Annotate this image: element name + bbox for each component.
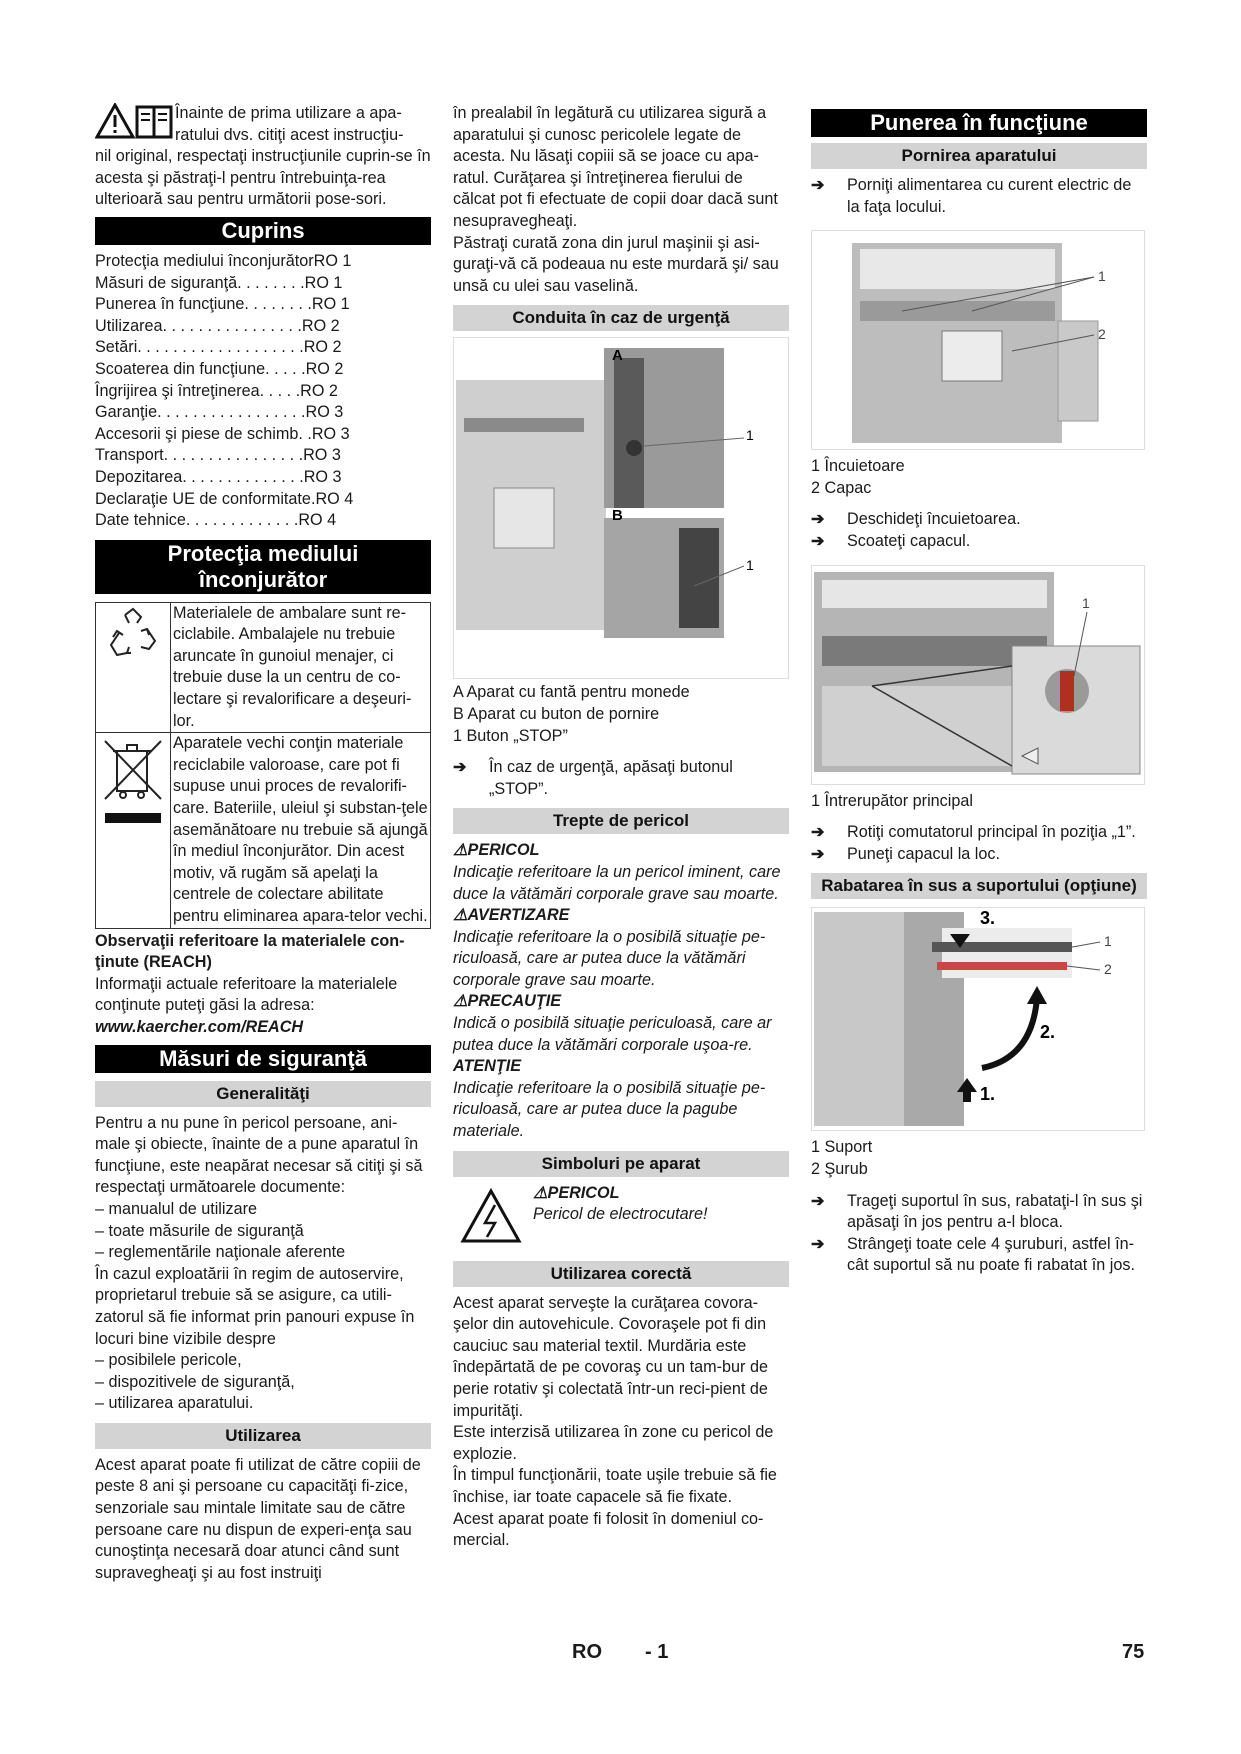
- toc-item-dots: . .: [298, 424, 312, 443]
- correct-use-p4: Acest aparat poate fi folosit în domeniul co-mercial.: [453, 1509, 764, 1550]
- footer-section: - 1: [645, 1641, 669, 1663]
- toc-item-label: Garanţie: [95, 403, 158, 422]
- fig-callout-1: 1: [1098, 268, 1106, 285]
- correct-use-p2: Este interzisă utilizarea în zone cu pericol de explozie.: [453, 1423, 774, 1463]
- warning-icon: ⚠: [453, 841, 468, 860]
- fold-title: Rabatarea în sus a suportului (opţiune): [811, 873, 1147, 899]
- fig2-caption: 1 Întrerupător principal: [811, 791, 973, 810]
- symbol-text: Pericol de electrocutare!: [533, 1205, 708, 1224]
- toc-item-page: RO 2: [301, 316, 340, 335]
- danger-text: Indicaţie referitoare la un pericol iminent, care duce la vătămări corporale grave sau moarte.: [453, 862, 781, 903]
- startup-figure-2: [811, 565, 1145, 785]
- caution-text: Indică o posibilă situaţie periculoasă, care ar putea duce la vătămări corporale uşoa-re.: [453, 1014, 772, 1054]
- startup-title: Punerea în funcţiune: [811, 109, 1147, 137]
- arrow-icon: ➔: [811, 1191, 825, 1210]
- startup-figure-3: [811, 907, 1145, 1131]
- safety-title: Măsuri de siguranţă: [95, 1045, 431, 1073]
- arrow-icon: ➔: [811, 510, 825, 529]
- toc-item-label: Scoaterea din funcţiune: [95, 359, 266, 378]
- fig-label-b: B: [612, 507, 623, 525]
- arrow-icon: ➔: [811, 531, 825, 550]
- env-table: [95, 602, 431, 929]
- doc-item: – reglementările naţionale aferente: [95, 1243, 346, 1262]
- arrow-icon: ➔: [811, 1234, 825, 1253]
- symbols-row: [453, 1183, 789, 1247]
- warning-manual-icon: [95, 103, 175, 139]
- toc-item-dots: . . . . . . . .: [237, 273, 305, 292]
- toc-item[interactable]: [95, 273, 431, 295]
- recycle-icon: [103, 607, 163, 663]
- fig3-step1: 1.: [980, 1084, 996, 1105]
- caption-a: A Aparat cu fantă pentru monede: [453, 683, 690, 702]
- fig3-callout-2: 2: [1104, 961, 1112, 978]
- warning-icon: ⚠: [453, 992, 468, 1011]
- doc-item: – toate măsurile de siguranţă: [95, 1221, 304, 1240]
- arrow-icon: ➔: [811, 844, 825, 863]
- correct-use-title: Utilizarea corectă: [453, 1261, 789, 1287]
- toc-item-label: Transport: [95, 446, 164, 465]
- fig1-caption: 1 Încuietoare: [811, 457, 905, 476]
- footer-page-number: 75: [1122, 1641, 1145, 1663]
- lock-cover-photo: [812, 231, 1144, 449]
- use-text-cont: în prealabil în legătură cu utilizarea sigură a aparatului şi cunosc pericolele legate de acesta. Nu lăsaţi copiii să se joace cu apa-ratul. Curăţarea şi întreţinerea fierului de călcat pot fi efectuate de copii doar dacă sunt nesupravegheaţi.: [453, 104, 778, 230]
- intro: [95, 103, 431, 211]
- toc-item-page: RO 2: [300, 381, 338, 400]
- electric-hazard-icon: [453, 1183, 533, 1247]
- clean-text: Păstraţi curată zona din jurul maşinii şi asi-guraţi-vă că podeaua nu este murdară şi/ sau unsă cu ulei sau vaselină.: [453, 233, 779, 295]
- correct-use-p1: Acest aparat serveşte la curăţarea covora-şelor din autovehicule. Covoraşele pot fi din cauciuc sau material textil. Murdăria este îndepărtată de pe covoraş cu un tam-bur de perie rotativ şi colectată într-un reci-pient de impurităţi.: [453, 1293, 768, 1420]
- toc-item-label: Îngrijirea şi întreţinerea: [95, 381, 260, 400]
- step-remove-cover: ➔ Scoateţi capacul.: [811, 531, 1147, 553]
- fig-callout-2: 2: [1098, 326, 1106, 343]
- toc-item-dots: . . . . . . . . . . . . . . . . . . .: [137, 338, 304, 357]
- toc-item-page: RO 2: [305, 359, 344, 378]
- symbol-label: ⚠PERICOL: [533, 1183, 620, 1202]
- toc-item-page: RO 1: [311, 295, 350, 314]
- toc-item[interactable]: [95, 424, 431, 446]
- fig3-callout-1: 1: [1104, 933, 1112, 950]
- toc-item[interactable]: [95, 251, 431, 273]
- toc-item-page: RO 3: [303, 446, 341, 465]
- toc-item-label: Declaraţie UE de conformitate: [95, 489, 311, 508]
- env-packaging-text: Materialele de ambalare sunt re-ciclabile. Ambalajele nu trebuie aruncate în gunoiul menajer, ci trebuie duse la un centru de co-lectare şi revalorificare a deşeuri-lor.: [171, 602, 431, 733]
- toc-item[interactable]: [95, 337, 431, 359]
- selfservice-item: – utilizarea aparatului.: [95, 1394, 254, 1413]
- attention-label: ATENŢIE: [453, 1057, 522, 1076]
- toc-item[interactable]: [95, 294, 431, 316]
- step-tighten-screws: ➔ Strângeţi toate cele 4 şuruburi, astfel în-cât suportul să nu poate fi rabatat în jos.: [811, 1234, 1147, 1277]
- toc-item[interactable]: [95, 445, 431, 467]
- fig1-caption: 2 Capac: [811, 478, 872, 497]
- emergency-figure: [453, 337, 789, 679]
- toc-item-dots: . . . . . . . . . . . . . . . .: [162, 316, 302, 335]
- arrow-icon: ➔: [811, 823, 825, 842]
- main-switch-photo: [812, 566, 1144, 784]
- reach-text: Informaţii actuale referitoare la materialele conţinute puteţi găsi la adresa:: [95, 974, 398, 1015]
- toc-item-page: RO 3: [311, 424, 350, 443]
- toc-item[interactable]: [95, 510, 431, 532]
- emergency-step: ➔ În caz de urgenţă, apăsaţi butonul „STOP”.: [453, 757, 789, 800]
- support-fold-photo: [812, 908, 1144, 1130]
- general-text: Pentru a nu pune în pericol persoane, ani-male şi obiecte, înainte de a pune aparatul în funcţiune, este neapărat necesar să citiţi şi să respectaţi următoarele documente:: [95, 1113, 423, 1197]
- fig2-callout: 1: [1082, 594, 1090, 611]
- toc-item-dots: . . . . . . . . . . . . . . . . .: [157, 403, 306, 422]
- toc-item-page: RO 1: [304, 273, 343, 292]
- use-text: Acest aparat poate fi utilizat de către copiii de peste 8 ani şi persoane cu capacităţi fi-zice, senzoriale sau mintale limitate sau de către persoane care nu dispun de experi-enţa sau cunoştinţa necesară doar atunci când sunt supravegheaţi şi au fost instruiţi: [95, 1455, 421, 1582]
- fig3-caption: 1 Suport: [811, 1138, 873, 1157]
- caption-b: B Aparat cu buton de pornire: [453, 704, 660, 723]
- warning-label: ⚠AVERTIZARE: [453, 906, 570, 925]
- toc-item[interactable]: [95, 359, 431, 381]
- correct-use-p3: În timpul funcţionării, toate uşile trebuie să fie închise, iar toate capacele să fie fixate.: [453, 1466, 777, 1506]
- fig3-step2: 2.: [1040, 1022, 1056, 1043]
- toc-item-page: RO 3: [305, 403, 344, 422]
- toc-item-dots: . . . . .: [265, 359, 306, 378]
- toc-item-page: RO 4: [298, 511, 337, 530]
- fig3-step3: 3.: [980, 908, 996, 929]
- step-replace-cover: ➔ Puneţi capacul la loc.: [811, 844, 1147, 866]
- toc-item-dots: .: [310, 489, 316, 508]
- step-pull-support: ➔ Trageţi suportul în sus, rabataţi-l în sus şi apăsaţi în jos pentru a-l bloca.: [811, 1191, 1147, 1234]
- emergency-photo: [454, 338, 788, 678]
- toc-item[interactable]: [95, 381, 431, 403]
- reach-title: Observaţii referitoare la materialele con-ţinute (REACH): [95, 931, 405, 972]
- attention-text: Indicaţie referitoare la o posibilă situaţie pe-riculoasă, care ar putea duce la pagube materiale.: [453, 1078, 766, 1141]
- doc-item: – manualul de utilizare: [95, 1199, 257, 1218]
- toc-list: [95, 251, 431, 532]
- env-title: Protecţia mediului înconjurător: [95, 540, 431, 594]
- toc-item[interactable]: [95, 402, 431, 424]
- intro-rest: nil original, respectaţi instrucţiunile cuprin-se în acesta şi păstraţi-l pentru întrebuinţa-rea ulterioară sau pentru următorii pose-sori.: [95, 147, 431, 209]
- fig-callout: 1: [746, 427, 754, 444]
- fig-label-a: A: [612, 347, 623, 365]
- toc-item[interactable]: [95, 467, 431, 489]
- reach-url[interactable]: www.kaercher.com/REACH: [95, 1017, 304, 1036]
- toc-item-label: Măsuri de siguranţă: [95, 273, 238, 292]
- toc-item-dots: . . . . . . . . . . . . . .: [182, 467, 304, 486]
- fig3-caption: 2 Şurub: [811, 1159, 868, 1178]
- toc-item-page: RO 3: [303, 467, 342, 486]
- use-title: Utilizarea: [95, 1423, 431, 1449]
- toc-item-label: Protecţia mediului înconjurător: [95, 251, 314, 270]
- intro-line2: ratului dvs. citiţi acest instrucţiu-: [175, 125, 404, 144]
- toc-item-label: Punerea în funcţiune: [95, 295, 245, 314]
- toc-item-label: Utilizarea: [95, 316, 163, 335]
- arrow-icon: ➔: [453, 758, 467, 777]
- intro-line1: Înainte de prima utilizare a apa-: [175, 104, 402, 122]
- warning-icon: ⚠: [453, 906, 468, 925]
- general-title: Generalităţi: [95, 1081, 431, 1107]
- selfservice-item: – dispozitivele de siguranţă,: [95, 1372, 295, 1391]
- warning-text: Indicaţie referitoare la o posibilă situaţie pe-riculoasă, care ar putea duce la vătămări corporale grave sau moarte.: [453, 927, 766, 989]
- toc-item-label: Setări: [95, 338, 138, 357]
- footer-lang: RO: [572, 1641, 602, 1663]
- env-old-devices-text: Aparatele vechi conţin materiale reciclabile valoroase, care pot fi supuse unui proces de revalorifi-care. Bateriile, uleiul şi substan-ţele asemănătoare nu trebuie să ajungă în mediul înconjurător. Din acest motiv, vă rugăm să apelaţi la centrele de colectare abilitate pentru eliminarea apara-telor vechi.: [171, 733, 431, 928]
- start-title: Pornirea aparatului: [811, 143, 1147, 169]
- column-1: [95, 103, 431, 1584]
- step-rotate-switch: ➔ Rotiţi comutatorul principal în poziţia „1”.: [811, 822, 1147, 844]
- toc-item[interactable]: [95, 489, 431, 511]
- step-open-lock: ➔ Deschideţi încuietoarea.: [811, 509, 1147, 531]
- hazards-title: Trepte de pericol: [453, 808, 789, 834]
- symbols-title: Simboluri pe aparat: [453, 1151, 789, 1177]
- caution-label: ⚠PRECAUŢIE: [453, 992, 562, 1011]
- warning-icon: ⚠: [533, 1183, 548, 1202]
- caption-1: 1 Buton „STOP”: [453, 726, 568, 745]
- danger-label: ⚠PERICOL: [453, 841, 540, 860]
- startup-figure-1: [811, 230, 1145, 450]
- selfservice-item: – posibilele pericole,: [95, 1351, 242, 1370]
- toc-item-label: Accesorii şi piese de schimb: [95, 424, 299, 443]
- toc-item-page: RO 1: [313, 251, 352, 270]
- toc-item-dots: . . . . . . . .: [244, 295, 312, 314]
- toc-item-dots: . . . . . . . . . . . . .: [185, 511, 299, 530]
- toc-item[interactable]: [95, 316, 431, 338]
- fig-callout: 1: [746, 557, 754, 574]
- toc-item-dots: . . . . .: [259, 381, 301, 400]
- toc-item-dots: . . . . . . . . . . . . . . . .: [163, 446, 304, 465]
- crossed-bin-icon: [101, 737, 165, 833]
- selfservice-text: În cazul exploatării în regim de autoservire, proprietarul trebuie să se asigure, ca utili-zatorul să fie informat prin panouri expuse în locuri bine vizibile despre: [95, 1264, 415, 1348]
- start-step1: ➔ Porniţi alimentarea cu curent electric de la faţa locului.: [811, 175, 1147, 218]
- toc-title: Cuprins: [95, 217, 431, 245]
- toc-item-page: RO 2: [303, 338, 342, 357]
- arrow-icon: ➔: [811, 176, 825, 194]
- column-2: [453, 103, 789, 1552]
- toc-item-label: Date tehnice: [95, 511, 186, 530]
- toc-item-page: RO 4: [315, 489, 354, 508]
- column-3: [811, 103, 1147, 1277]
- emergency-title: Conduita în caz de urgenţă: [453, 305, 789, 331]
- toc-item-label: Depozitarea: [95, 467, 183, 486]
